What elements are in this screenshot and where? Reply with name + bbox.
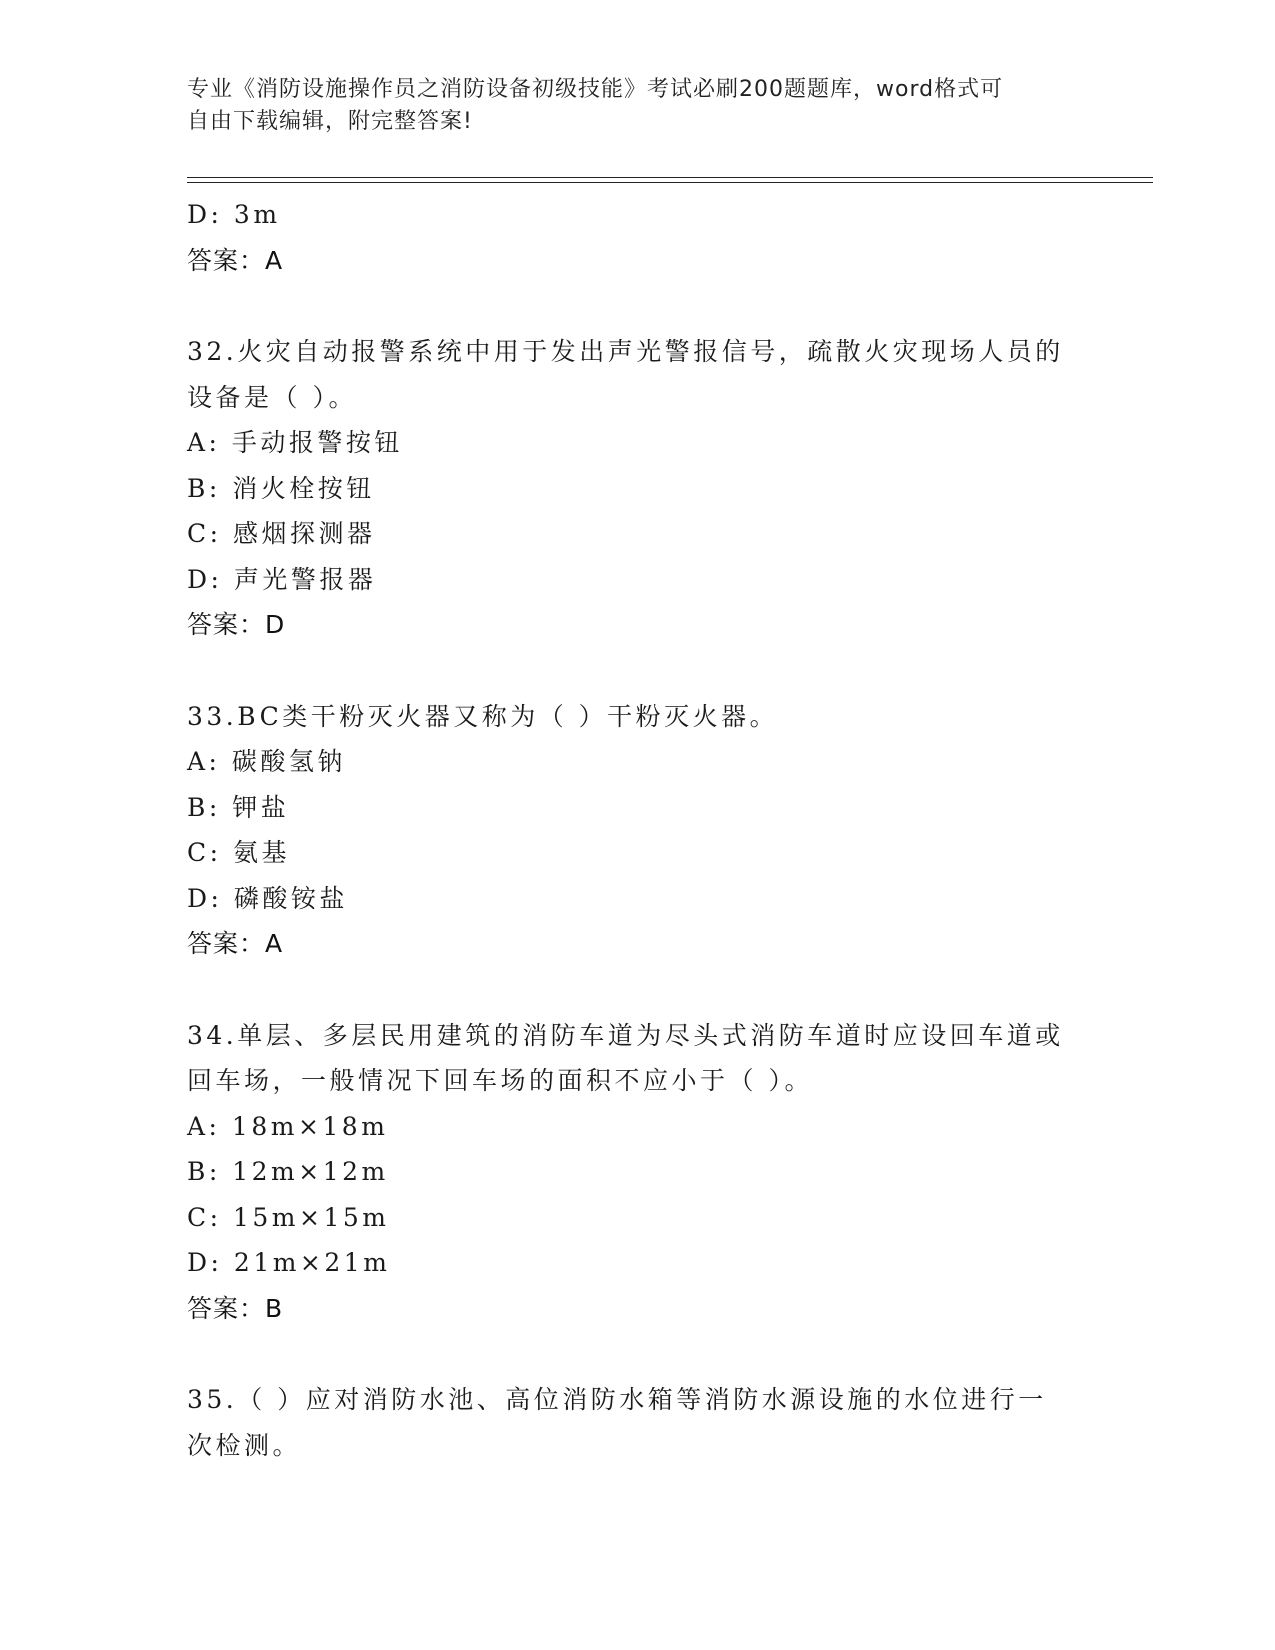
option-a: A: 18m×18m <box>187 1111 389 1141</box>
option-b: B: 消火栓按钮 <box>187 473 375 503</box>
question-stem-line: 次检测。 <box>187 1430 302 1460</box>
option-c: C: 感烟探测器 <box>187 519 376 548</box>
question-stem-line: 32.火灾自动报警系统中用于发出声光警报信号，疏散火灾现场人员的 <box>187 337 1064 366</box>
question-34 <box>187 1013 1087 1332</box>
question-33 <box>187 694 1087 967</box>
question-content <box>187 192 1087 1468</box>
answer-line: 答案：A <box>187 929 284 958</box>
header-title-line-1: 专业《消防设施操作员之消防设备初级技能》考试必刷200题题库，word格式可 <box>187 77 1004 102</box>
answer-line: 答案：D <box>187 610 286 639</box>
option-b: B: 钾盐 <box>187 792 290 822</box>
header-title-line-2: 自由下载编辑，附完整答案! <box>187 109 473 134</box>
option-c: C: 氨基 <box>187 838 290 867</box>
answer-line: 答案：A <box>187 245 284 275</box>
option-d: D: 磷酸铵盐 <box>187 883 348 913</box>
option-d: D: 3m <box>187 200 281 229</box>
option-a: A: 碳酸氢钠 <box>187 747 346 776</box>
option-b: B: 12m×12m <box>187 1157 389 1186</box>
question-stem-line: 34.单层、多层民用建筑的消防车道为尽头式消防车道时应设回车道或 <box>187 1020 1064 1050</box>
header-divider-top <box>187 177 1153 178</box>
question-stem-line: 35.（ ）应对消防水池、高位消防水箱等消防水源设施的水位进行一 <box>187 1385 1047 1414</box>
header-divider-bottom <box>187 182 1153 183</box>
option-d: D: 声光警报器 <box>187 564 377 594</box>
option-c: C: 15m×15m <box>187 1202 390 1232</box>
page-header <box>187 74 1067 138</box>
answer-line: 答案：B <box>187 1293 284 1323</box>
question-stem-line: 设备是（ ）。 <box>187 382 357 412</box>
previous-question-tail <box>187 192 1087 283</box>
question-32 <box>187 329 1087 648</box>
question-stem-line: 33.BC类干粉灭火器又称为（ ）干粉灭火器。 <box>187 701 779 731</box>
option-d: D: 21m×21m <box>187 1248 391 1277</box>
question-35 <box>187 1377 1087 1468</box>
question-stem-line: 回车场，一般情况下回车场的面积不应小于（ ）。 <box>187 1066 813 1095</box>
option-a: A: 手动报警按钮 <box>187 428 403 457</box>
